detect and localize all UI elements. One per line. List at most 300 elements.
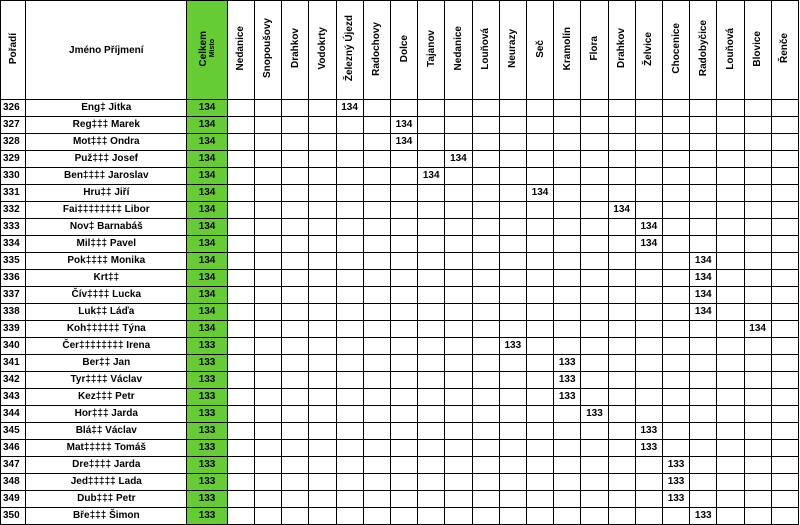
- empty-cell: [771, 457, 798, 474]
- empty-cell: [771, 219, 798, 236]
- name-cell: Krt‡‡: [26, 270, 187, 287]
- empty-cell: [608, 457, 635, 474]
- name-cell: Ber‡‡ Jan: [26, 355, 187, 372]
- total-cell: 134: [187, 117, 227, 134]
- place-header-label: Místo: [209, 39, 217, 58]
- empty-cell: [282, 117, 309, 134]
- empty-cell: [635, 185, 662, 202]
- empty-cell: [336, 440, 363, 457]
- empty-cell: [744, 355, 771, 372]
- empty-cell: [227, 219, 254, 236]
- empty-cell: [282, 474, 309, 491]
- empty-cell: [771, 202, 798, 219]
- empty-cell: [445, 457, 472, 474]
- race-header: [771, 1, 798, 100]
- table-row: [1, 151, 799, 168]
- empty-cell: [472, 236, 499, 253]
- race-header: [445, 1, 472, 100]
- empty-cell: [336, 474, 363, 491]
- empty-cell: [581, 151, 608, 168]
- empty-cell: [608, 508, 635, 525]
- empty-cell: [771, 236, 798, 253]
- empty-cell: [445, 389, 472, 406]
- total-cell: 134: [187, 287, 227, 304]
- empty-cell: [581, 202, 608, 219]
- empty-cell: [608, 100, 635, 117]
- empty-cell: [771, 151, 798, 168]
- name-cell: Mil‡‡‡ Pavel: [26, 236, 187, 253]
- empty-cell: [282, 406, 309, 423]
- empty-cell: [445, 236, 472, 253]
- empty-cell: [472, 219, 499, 236]
- empty-cell: [717, 219, 744, 236]
- race-header: [662, 1, 689, 100]
- empty-cell: [227, 117, 254, 134]
- empty-cell: [717, 185, 744, 202]
- empty-cell: [526, 355, 553, 372]
- empty-cell: [445, 372, 472, 389]
- empty-cell: [472, 508, 499, 525]
- empty-cell: [309, 406, 336, 423]
- race-header: [227, 1, 254, 100]
- race-header-label: Dolce: [398, 34, 410, 63]
- empty-cell: [418, 508, 445, 525]
- empty-cell: [309, 270, 336, 287]
- empty-cell: [581, 117, 608, 134]
- empty-cell: [608, 355, 635, 372]
- empty-cell: [254, 372, 281, 389]
- empty-cell: [445, 219, 472, 236]
- empty-cell: [363, 236, 390, 253]
- empty-cell: [227, 321, 254, 338]
- empty-cell: [499, 474, 526, 491]
- total-cell: 133: [187, 338, 227, 355]
- empty-cell: [771, 508, 798, 525]
- empty-cell: [499, 270, 526, 287]
- empty-cell: [581, 134, 608, 151]
- empty-cell: [635, 100, 662, 117]
- empty-cell: [499, 287, 526, 304]
- race-header-label: Louňová: [480, 27, 492, 70]
- race-header-label: Nedanice: [452, 26, 464, 71]
- empty-cell: [309, 253, 336, 270]
- empty-cell: [581, 440, 608, 457]
- total-cell: 134: [187, 100, 227, 117]
- empty-cell: [282, 491, 309, 508]
- empty-cell: [254, 270, 281, 287]
- empty-cell: [309, 236, 336, 253]
- race-header: [282, 1, 309, 100]
- empty-cell: [363, 440, 390, 457]
- empty-cell: [363, 219, 390, 236]
- empty-cell: [390, 151, 417, 168]
- empty-cell: [662, 372, 689, 389]
- empty-cell: [526, 219, 553, 236]
- empty-cell: [717, 168, 744, 185]
- rank-header: Pořadí: [1, 1, 26, 100]
- empty-cell: [363, 321, 390, 338]
- empty-cell: [418, 236, 445, 253]
- empty-cell: [554, 474, 581, 491]
- empty-cell: [227, 151, 254, 168]
- race-header: [744, 1, 771, 100]
- empty-cell: [526, 474, 553, 491]
- empty-cell: [608, 287, 635, 304]
- race-header: [309, 1, 336, 100]
- score-cell: 134: [690, 287, 717, 304]
- empty-cell: [254, 457, 281, 474]
- score-cell: 134: [526, 185, 553, 202]
- empty-cell: [771, 168, 798, 185]
- empty-cell: [717, 304, 744, 321]
- empty-cell: [418, 134, 445, 151]
- empty-cell: [662, 440, 689, 457]
- empty-cell: [608, 117, 635, 134]
- empty-cell: [254, 151, 281, 168]
- table-row: [1, 321, 799, 338]
- race-header-label: Drahkov: [289, 28, 301, 69]
- empty-cell: [635, 117, 662, 134]
- empty-cell: [635, 389, 662, 406]
- empty-cell: [254, 355, 281, 372]
- empty-cell: [472, 423, 499, 440]
- race-header-label: Radobyčice: [697, 20, 709, 77]
- total-cell: 134: [187, 270, 227, 287]
- race-header: [717, 1, 744, 100]
- total-cell: 134: [187, 321, 227, 338]
- empty-cell: [690, 100, 717, 117]
- empty-cell: [472, 372, 499, 389]
- name-cell: Čív‡‡‡‡ Lucka: [26, 287, 187, 304]
- rank-cell: 339: [1, 321, 26, 338]
- empty-cell: [526, 491, 553, 508]
- empty-cell: [690, 372, 717, 389]
- empty-cell: [363, 508, 390, 525]
- empty-cell: [662, 270, 689, 287]
- table-row: [1, 202, 799, 219]
- empty-cell: [581, 287, 608, 304]
- empty-cell: [662, 406, 689, 423]
- race-header-label: Neurazy: [507, 29, 519, 68]
- empty-cell: [690, 202, 717, 219]
- empty-cell: [282, 321, 309, 338]
- score-cell: 133: [662, 474, 689, 491]
- race-header: [254, 1, 281, 100]
- empty-cell: [581, 355, 608, 372]
- empty-cell: [390, 338, 417, 355]
- empty-cell: [662, 389, 689, 406]
- empty-cell: [336, 372, 363, 389]
- total-cell: 134: [187, 236, 227, 253]
- empty-cell: [418, 491, 445, 508]
- rank-cell: 341: [1, 355, 26, 372]
- empty-cell: [418, 202, 445, 219]
- empty-cell: [254, 321, 281, 338]
- table-row: [1, 355, 799, 372]
- score-cell: 134: [635, 219, 662, 236]
- empty-cell: [690, 355, 717, 372]
- race-header: [499, 1, 526, 100]
- empty-cell: [662, 508, 689, 525]
- empty-cell: [282, 372, 309, 389]
- empty-cell: [662, 185, 689, 202]
- score-cell: 134: [690, 270, 717, 287]
- empty-cell: [690, 134, 717, 151]
- empty-cell: [336, 168, 363, 185]
- empty-cell: [254, 508, 281, 525]
- score-cell: 133: [690, 508, 717, 525]
- empty-cell: [771, 389, 798, 406]
- empty-cell: [554, 270, 581, 287]
- empty-cell: [635, 202, 662, 219]
- empty-cell: [499, 457, 526, 474]
- empty-cell: [526, 117, 553, 134]
- empty-cell: [227, 185, 254, 202]
- empty-cell: [472, 117, 499, 134]
- empty-cell: [744, 406, 771, 423]
- empty-cell: [309, 151, 336, 168]
- empty-cell: [445, 508, 472, 525]
- empty-cell: [336, 304, 363, 321]
- empty-cell: [390, 508, 417, 525]
- empty-cell: [581, 253, 608, 270]
- empty-cell: [254, 338, 281, 355]
- empty-cell: [635, 304, 662, 321]
- rank-cell: 338: [1, 304, 26, 321]
- empty-cell: [254, 474, 281, 491]
- race-header-label: Radochovy: [371, 21, 383, 76]
- score-cell: 133: [581, 406, 608, 423]
- table-row: [1, 253, 799, 270]
- empty-cell: [608, 219, 635, 236]
- empty-cell: [554, 321, 581, 338]
- empty-cell: [690, 406, 717, 423]
- empty-cell: [227, 508, 254, 525]
- empty-cell: [227, 440, 254, 457]
- empty-cell: [635, 406, 662, 423]
- name-cell: Kez‡‡‡ Petr: [26, 389, 187, 406]
- empty-cell: [771, 338, 798, 355]
- empty-cell: [227, 423, 254, 440]
- empty-cell: [472, 406, 499, 423]
- empty-cell: [690, 491, 717, 508]
- empty-cell: [227, 474, 254, 491]
- empty-cell: [363, 406, 390, 423]
- total-cell: 134: [187, 304, 227, 321]
- empty-cell: [336, 185, 363, 202]
- empty-cell: [418, 219, 445, 236]
- score-cell: 134: [445, 151, 472, 168]
- race-header: [363, 1, 390, 100]
- empty-cell: [581, 304, 608, 321]
- empty-cell: [445, 100, 472, 117]
- empty-cell: [608, 270, 635, 287]
- empty-cell: [309, 168, 336, 185]
- empty-cell: [390, 100, 417, 117]
- empty-cell: [445, 287, 472, 304]
- empty-cell: [499, 100, 526, 117]
- empty-cell: [526, 338, 553, 355]
- empty-cell: [309, 355, 336, 372]
- empty-cell: [744, 372, 771, 389]
- empty-cell: [662, 202, 689, 219]
- empty-cell: [554, 151, 581, 168]
- empty-cell: [554, 117, 581, 134]
- empty-cell: [662, 253, 689, 270]
- empty-cell: [472, 100, 499, 117]
- empty-cell: [336, 508, 363, 525]
- empty-cell: [282, 236, 309, 253]
- empty-cell: [554, 100, 581, 117]
- empty-cell: [526, 134, 553, 151]
- empty-cell: [581, 219, 608, 236]
- rank-cell: 335: [1, 253, 26, 270]
- race-header-label: Drahkov: [616, 28, 628, 69]
- empty-cell: [363, 185, 390, 202]
- empty-cell: [744, 304, 771, 321]
- empty-cell: [418, 440, 445, 457]
- name-cell: Eng‡ Jitka: [26, 100, 187, 117]
- empty-cell: [309, 202, 336, 219]
- empty-cell: [472, 168, 499, 185]
- empty-cell: [771, 355, 798, 372]
- empty-cell: [254, 117, 281, 134]
- empty-cell: [282, 100, 309, 117]
- empty-cell: [390, 168, 417, 185]
- empty-cell: [499, 321, 526, 338]
- race-header-label: Želvice: [643, 31, 655, 66]
- empty-cell: [282, 355, 309, 372]
- empty-cell: [472, 457, 499, 474]
- empty-cell: [227, 202, 254, 219]
- empty-cell: [282, 202, 309, 219]
- empty-cell: [282, 270, 309, 287]
- empty-cell: [390, 389, 417, 406]
- empty-cell: [309, 100, 336, 117]
- empty-cell: [309, 134, 336, 151]
- name-cell: Mot‡‡‡ Ondra: [26, 134, 187, 151]
- empty-cell: [445, 134, 472, 151]
- empty-cell: [771, 423, 798, 440]
- empty-cell: [717, 406, 744, 423]
- empty-cell: [390, 457, 417, 474]
- empty-cell: [254, 440, 281, 457]
- race-header: [526, 1, 553, 100]
- empty-cell: [309, 389, 336, 406]
- empty-cell: [418, 457, 445, 474]
- empty-cell: [554, 491, 581, 508]
- empty-cell: [635, 474, 662, 491]
- empty-cell: [390, 406, 417, 423]
- empty-cell: [690, 219, 717, 236]
- empty-cell: [581, 270, 608, 287]
- empty-cell: [662, 236, 689, 253]
- empty-cell: [744, 287, 771, 304]
- empty-cell: [282, 287, 309, 304]
- empty-cell: [499, 372, 526, 389]
- empty-cell: [472, 338, 499, 355]
- empty-cell: [336, 151, 363, 168]
- rank-cell: 345: [1, 423, 26, 440]
- empty-cell: [526, 406, 553, 423]
- empty-cell: [581, 168, 608, 185]
- empty-cell: [445, 423, 472, 440]
- empty-cell: [526, 236, 553, 253]
- empty-cell: [309, 219, 336, 236]
- empty-cell: [635, 321, 662, 338]
- total-cell: 133: [187, 440, 227, 457]
- empty-cell: [445, 338, 472, 355]
- empty-cell: [581, 100, 608, 117]
- empty-cell: [472, 355, 499, 372]
- empty-cell: [418, 338, 445, 355]
- empty-cell: [254, 304, 281, 321]
- empty-cell: [526, 253, 553, 270]
- empty-cell: [282, 423, 309, 440]
- empty-cell: [336, 389, 363, 406]
- name-cell: Dub‡‡‡ Petr: [26, 491, 187, 508]
- empty-cell: [282, 168, 309, 185]
- empty-cell: [717, 508, 744, 525]
- empty-cell: [390, 372, 417, 389]
- empty-cell: [309, 474, 336, 491]
- race-header: [418, 1, 445, 100]
- table-row: [1, 508, 799, 525]
- race-header-label: Nedanice: [235, 26, 247, 71]
- empty-cell: [363, 287, 390, 304]
- empty-cell: [662, 117, 689, 134]
- empty-cell: [581, 423, 608, 440]
- empty-cell: [227, 168, 254, 185]
- empty-cell: [472, 304, 499, 321]
- table-row: [1, 338, 799, 355]
- empty-cell: [771, 100, 798, 117]
- score-cell: 134: [608, 202, 635, 219]
- race-header-label: Vodokrty: [316, 27, 328, 70]
- empty-cell: [418, 372, 445, 389]
- empty-cell: [771, 372, 798, 389]
- empty-cell: [363, 100, 390, 117]
- total-cell: 134: [187, 134, 227, 151]
- empty-cell: [771, 321, 798, 338]
- empty-cell: [418, 474, 445, 491]
- empty-cell: [717, 423, 744, 440]
- empty-cell: [445, 117, 472, 134]
- empty-cell: [363, 134, 390, 151]
- empty-cell: [418, 185, 445, 202]
- race-header-label: Snopoušovy: [262, 18, 274, 79]
- empty-cell: [390, 219, 417, 236]
- name-cell: Jed‡‡‡‡‡ Lada: [26, 474, 187, 491]
- empty-cell: [581, 236, 608, 253]
- empty-cell: [744, 117, 771, 134]
- total-cell: 134: [187, 253, 227, 270]
- empty-cell: [526, 168, 553, 185]
- empty-cell: [418, 253, 445, 270]
- race-header-label: Tajanov: [425, 29, 437, 68]
- empty-cell: [717, 100, 744, 117]
- table-row: [1, 457, 799, 474]
- table-row: [1, 304, 799, 321]
- empty-cell: [445, 185, 472, 202]
- empty-cell: [363, 389, 390, 406]
- empty-cell: [254, 202, 281, 219]
- empty-cell: [554, 168, 581, 185]
- empty-cell: [499, 185, 526, 202]
- empty-cell: [418, 406, 445, 423]
- empty-cell: [418, 355, 445, 372]
- empty-cell: [690, 389, 717, 406]
